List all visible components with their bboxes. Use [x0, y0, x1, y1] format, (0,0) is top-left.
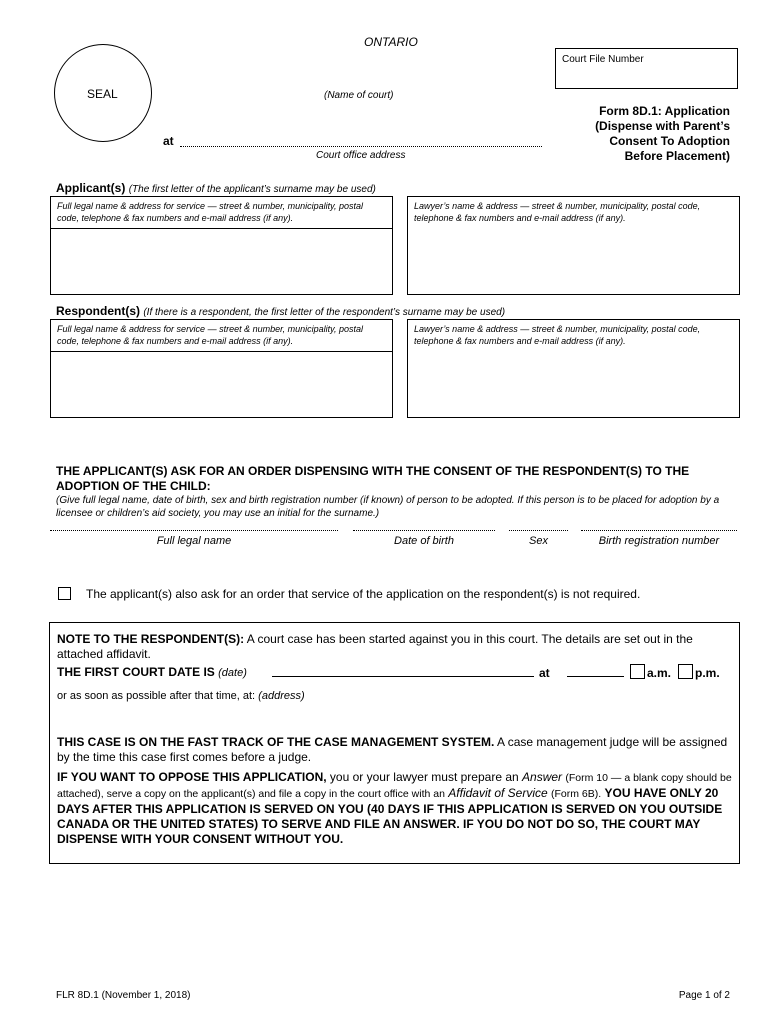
address-hint: (address) [258, 690, 305, 702]
first-court-date-label: THE FIRST COURT DATE IS [57, 665, 215, 679]
court-address-row [57, 690, 305, 702]
note-heading: NOTE TO THE RESPONDENT(S): [57, 632, 245, 646]
warning-text: YOU HAVE ONLY 20 DAYS AFTER THIS APPLICATION IS SERVED ON YOU (40 DAYS IF THIS APPLICATION IS SERVED ON YOU OUTSIDE CANADA OR THE UNITED STATES) TO SERVE AND FILE AN ANSWER. IF YOU DO NOT DO SO, THE COURT MAY DISPENSE WITH YOUR CONSENT WITHOUT YOU. [57, 786, 723, 846]
applicants-heading-label: Applicant(s) [56, 181, 126, 195]
court-time-at-label: at [539, 666, 550, 680]
court-file-number-label: Court File Number [562, 54, 644, 65]
first-court-date-row [57, 665, 737, 683]
oppose-paragraph [57, 770, 733, 847]
service-not-required-checkbox[interactable] [58, 587, 71, 600]
applicants-note: (The first letter of the applicant’s surname may be used) [128, 184, 376, 195]
respondent-lawyer-box[interactable] [407, 319, 740, 418]
court-address-line[interactable] [180, 146, 542, 147]
footer-page-number: Page 1 of 2 [678, 990, 730, 1001]
am-label: a.m. [647, 666, 672, 680]
service-not-required-label: The applicant(s) also ask for an order that service of the application on the respondent(s) is not required. [86, 587, 641, 601]
note-text: A court case has been started against you in this court. The details are set out in the attached affidavit. [57, 632, 693, 661]
court-file-number-box[interactable] [555, 48, 738, 89]
or-soon-text: or as soon as possible after that time, at: [57, 690, 256, 702]
respondent-lawyer-caption: Lawyer’s name & address — street & number, municipality, postal code, telephone & fax numbers and e-mail address (if any). [414, 324, 701, 346]
applicant-address-caption: Full legal name & address for service — street & number, municipality, postal code, telephone & fax numbers and e-mail address (if any). [57, 201, 363, 223]
form-title [540, 104, 730, 164]
pm-checkbox[interactable] [678, 664, 693, 679]
column-sex: Sex [529, 535, 548, 547]
court-address-caption: Court office address [316, 150, 406, 161]
applicants-heading [56, 181, 376, 195]
form-title-line-1: Form 8D.1: Application [599, 104, 730, 118]
applicant-lawyer-caption: Lawyer’s name & address — street & number, municipality, postal code, telephone & fax numbers and e-mail address (if any). [414, 201, 701, 223]
applicant-lawyer-box[interactable] [407, 196, 740, 295]
column-date-of-birth: Date of birth [394, 535, 454, 547]
footer-form-id: FLR 8D.1 (November 1, 2018) [56, 990, 191, 1001]
respondent-address-box[interactable] [50, 319, 393, 418]
am-checkbox[interactable] [630, 664, 645, 679]
oppose-text-3: (Form 6B). [551, 788, 602, 800]
pm-label: p.m. [695, 666, 720, 680]
seal-label: SEAL [87, 87, 118, 101]
fast-track-heading: THIS CASE IS ON THE FAST TRACK OF THE CASE MANAGEMENT SYSTEM. [57, 735, 495, 749]
respondents-note: (If there is a respondent, the first letter of the respondent’s surname may be used) [143, 307, 506, 318]
form-title-line-3: Consent To Adoption [609, 134, 730, 148]
court-time-line[interactable] [567, 676, 624, 677]
seal-circle [54, 44, 152, 142]
order-heading: THE APPLICANT(S) ASK FOR AN ORDER DISPENSING WITH THE CONSENT OF THE RESPONDENT(S) TO THE ADOPTION OF THE CHILD: [56, 464, 690, 493]
order-instructions: (Give full legal name, date of birth, sex and birth registration number (if known) of person to be adopted. If this person is to be placed for adoption by a licensee or children’s aid society, you may use an initial for the surname.) [56, 495, 720, 519]
fast-track-paragraph [57, 735, 733, 765]
child-name-line[interactable] [50, 530, 338, 531]
respondent-address-caption: Full legal name & address for service — street & number, municipality, postal code, telephone & fax numbers and e-mail address (if any). [57, 324, 363, 346]
child-birth-date-line[interactable] [353, 530, 495, 531]
oppose-text-1: you or your lawyer must prepare an [329, 770, 519, 784]
form-title-line-2: (Dispense with Parent’s [595, 119, 730, 133]
form-title-line-4: Before Placement) [624, 149, 730, 163]
note-to-respondent [57, 632, 733, 662]
column-birth-registration-number: Birth registration number [598, 535, 720, 547]
child-birth-registration-line[interactable] [581, 530, 737, 531]
court-name-caption: (Name of court) [324, 90, 394, 101]
oppose-heading: IF YOU WANT TO OPPOSE THIS APPLICATION, [57, 770, 327, 784]
affidavit-word: Affidavit of Service [448, 786, 548, 800]
respondents-heading-label: Respondent(s) [56, 304, 140, 318]
respondents-heading [56, 304, 505, 318]
at-label: at [163, 134, 174, 148]
province-title: ONTARIO [364, 35, 418, 49]
first-court-date-hint: (date) [218, 667, 247, 679]
fast-track-text: A case management judge will be assigned by the time this case first comes before a judge. [57, 735, 728, 764]
first-court-date-line[interactable] [272, 676, 534, 677]
respondent-caption-divider [51, 351, 392, 352]
oppose-text-2: (Form 10 — a blank copy should be attached), serve a copy on the applicant(s) and file a copy in the court office with an [57, 772, 732, 800]
column-full-legal-name: Full legal name [156, 535, 232, 547]
answer-word: Answer [522, 770, 563, 784]
child-sex-line[interactable] [509, 530, 568, 531]
applicant-caption-divider [51, 228, 392, 229]
respondent-notice-box [49, 622, 740, 864]
applicant-address-box[interactable] [50, 196, 393, 295]
